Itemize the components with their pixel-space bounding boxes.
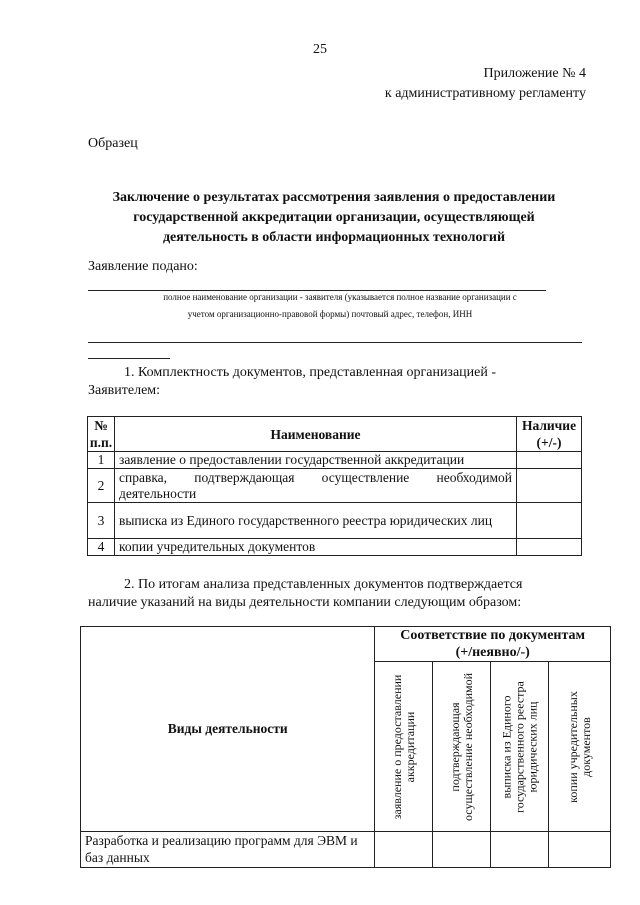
header-presence-line-1: Наличие [521,418,577,433]
title-line-2: государственной аккредитации организации, осуществляющей [133,210,535,225]
header-number-line-2: п.п. [89,435,113,450]
table-row [88,503,582,539]
title-line-3: деятельность в области информационных технологий [162,230,506,245]
compliance-cell[interactable] [433,832,491,868]
fill-line-2 [88,342,582,343]
appendix-line-2: к административному регламенту [384,86,586,101]
column-header-application [375,662,433,832]
row-name: копии учредительных документов [114,539,516,556]
row-number: 3 [88,503,115,539]
row-presence-cell[interactable] [517,452,582,469]
submitted-label: Заявление подано: [88,259,198,274]
compliance-cell[interactable] [491,832,549,868]
row-number: 4 [88,539,115,556]
section-1-heading [88,364,588,400]
header-compliance-line-2: (+/неявно/-) [455,645,530,660]
row-name: справка, подтверждающая осуществление необходимой деятельности [114,469,516,503]
compliance-cell[interactable] [549,832,611,868]
header-number-line-1: № [94,418,108,433]
row-number: 1 [88,452,115,469]
row-name: заявление о предоставлении государственной аккредитации [114,452,516,469]
section-1-line-2: Заявителем: [88,383,161,398]
section-2-line-1: 2. По итогам анализа представленных документов подтверждается [124,577,523,592]
table-row [88,452,582,469]
document-title [84,188,584,248]
compliance-cell[interactable] [375,832,433,868]
sample-label: Образец [88,136,138,151]
column-header-register-extract [491,662,549,832]
row-presence-cell[interactable] [517,503,582,539]
caption-line-2: учетом организационно-правовой формы) почтовый адрес, телефон, ИНН [187,309,473,319]
section-2-line-2: наличие указаний на виды деятельности компании следующим образом: [88,595,522,610]
page-number: 25 [313,42,327,57]
section-1-line-1: 1. Комплектность документов, представленная организацией - [124,365,497,380]
documents-table-header [88,417,582,452]
header-presence [517,417,582,452]
column-header-certificate [433,662,491,832]
column-header-founding-docs [549,662,611,832]
header-presence-line-2: (+/-) [536,435,562,450]
table-row [81,832,611,868]
column-header-application-text: заявление о предоставлении аккредитации [389,674,417,819]
appendix-line-1: Приложение № 4 [483,66,586,81]
header-activity: Виды деятельности [81,627,375,832]
header-compliance [375,627,611,662]
row-presence-cell[interactable] [517,539,582,556]
table-row [88,539,582,556]
section-2-heading [88,576,608,612]
fill-line-1 [88,290,546,291]
caption-line-1: полное наименование организации - заявителя (указывается полное название организации с [163,292,517,302]
row-name: выписка из Единого государственного реестра юридических лиц [114,503,516,539]
table-row [88,469,582,503]
row-presence-cell[interactable] [517,469,582,503]
header-number [88,417,115,452]
header-name: Наименование [114,417,516,452]
row-number: 2 [88,469,115,503]
activity-name: Разработка и реализацию программ для ЭВМ и баз данных [81,832,375,868]
appendix-heading [385,64,586,104]
column-header-register-extract-text: выписка из Единого государственного реестра юридических лиц [499,680,540,813]
documents-table [87,416,582,556]
fill-line-3 [88,358,170,359]
header-compliance-line-1: Соответствие по документам [400,628,586,643]
title-line-1: Заключение о результатах рассмотрения заявления о предоставлении [112,190,556,205]
activities-table [80,626,611,868]
column-header-founding-docs-text: копии учредительных документов [565,690,593,803]
activities-table-header [81,627,611,662]
column-header-certificate-text: подтверждающая осуществление необходимой [447,672,475,821]
